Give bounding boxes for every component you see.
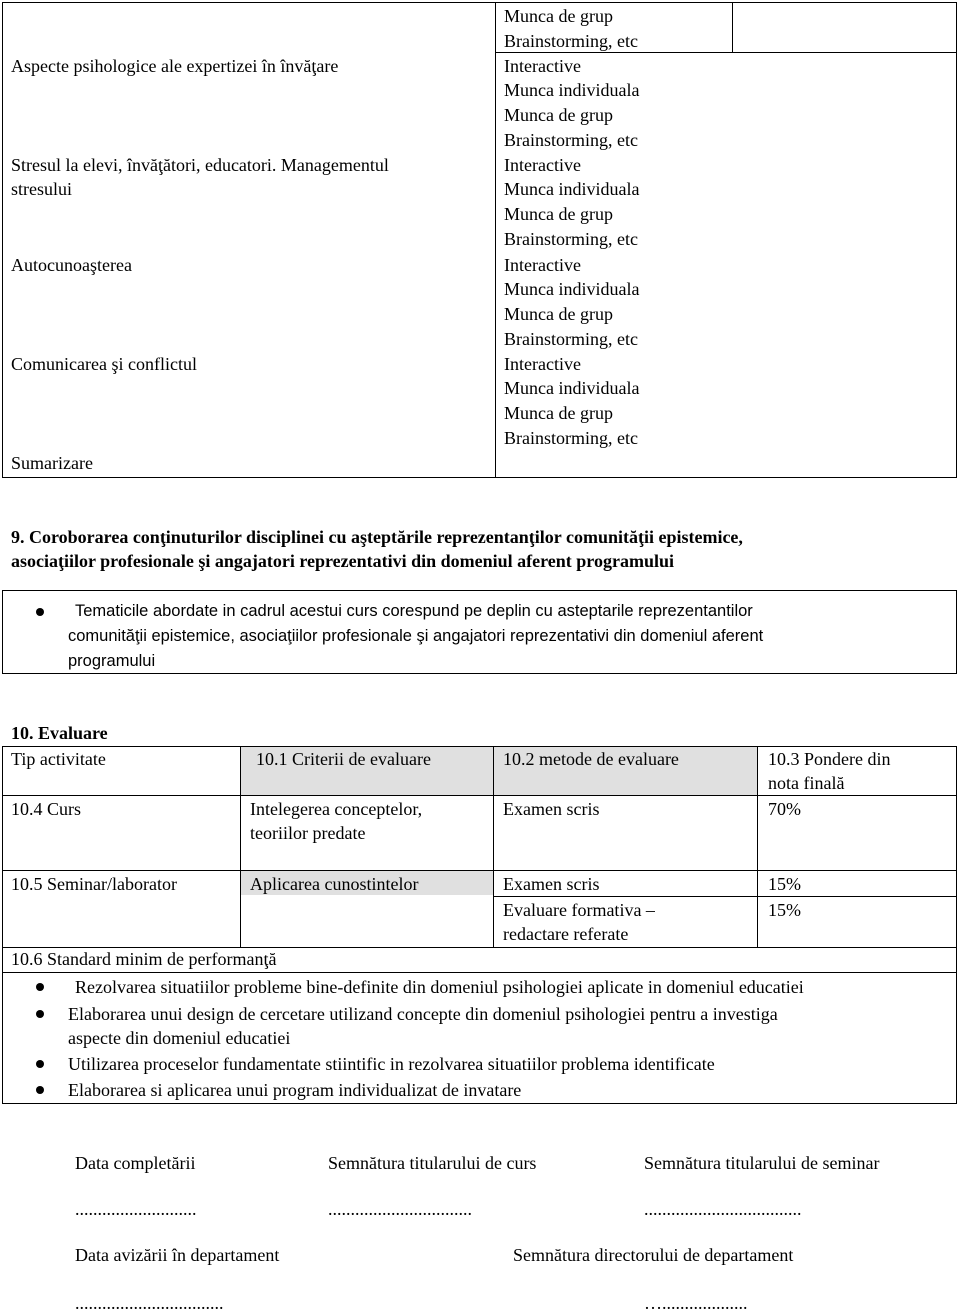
bullet-icon	[36, 1010, 44, 1018]
header-tip-activitate: Tip activitate	[11, 749, 106, 769]
topic-item: stresului	[11, 179, 72, 199]
method-item: Munca de grup	[504, 6, 613, 26]
section9-text: Tematicile abordate in cadrul acestui curs corespund pe deplin cu asteptarile reprezentantilor	[75, 602, 753, 620]
method-item: Brainstorming, etc	[504, 329, 638, 349]
row-seminar-criteriu: Aplicarea cunostintelor	[250, 874, 419, 894]
director-signature-label: Semnătura directorului de departament	[513, 1245, 794, 1265]
table-divider	[495, 2, 496, 478]
topic-item: Sumarizare	[11, 453, 93, 473]
row-seminar-pondere: 15%	[768, 874, 801, 894]
bullet-icon	[36, 608, 44, 616]
row-curs-pondere: 70%	[768, 799, 801, 819]
standard-item: aspecte din domeniul educatiei	[68, 1028, 291, 1048]
section9-title: 9. Coroborarea conţinuturilor disciplinei cu aşteptările reprezentanţilor comunităţii epistemice,	[11, 527, 743, 547]
table-divider	[2, 972, 957, 973]
method-item: Interactive	[504, 354, 581, 374]
seminar-signature-label: Semnătura titularului de seminar	[644, 1153, 880, 1173]
method-item: Brainstorming, etc	[504, 428, 638, 448]
date-completed-field: ...........................	[75, 1199, 197, 1219]
standard-item: Utilizarea proceselor fundamentate stiintific in rezolvarea situatiilor problema identificate	[68, 1054, 715, 1074]
table-divider	[2, 870, 957, 871]
method-item: Brainstorming, etc	[504, 229, 638, 249]
standard-item: Elaborarea unui design de cercetare utilizand concepte din domeniul psihologiei pentru a investiga	[68, 1004, 778, 1024]
header-pondere: nota finală	[768, 773, 845, 793]
method-item: Interactive	[504, 56, 581, 76]
table-divider	[732, 2, 733, 52]
bullet-icon	[36, 983, 44, 991]
method-item: Munca de grup	[504, 403, 613, 423]
method-item: Munca de grup	[504, 204, 613, 224]
method-item: Brainstorming, etc	[504, 130, 638, 150]
date-completed-label: Data completării	[75, 1153, 196, 1173]
method-item: Munca individuala	[504, 279, 640, 299]
row-seminar-metoda: Examen scris	[503, 874, 600, 894]
topic-item: Aspecte psihologice ale expertizei în învăţare	[11, 56, 339, 76]
row-seminar-metoda: Evaluare formativa –	[503, 900, 655, 920]
table-divider	[240, 746, 241, 947]
section9-text: programului	[68, 652, 156, 670]
method-item: Munca de grup	[504, 304, 613, 324]
standard-item: Rezolvarea situatiilor probleme bine-definite din domeniul psihologiei aplicate in domeniul educatiei	[75, 977, 804, 997]
bullet-icon	[36, 1060, 44, 1068]
method-item: Munca de grup	[504, 105, 613, 125]
seminar-signature-field: ...................................	[644, 1199, 802, 1219]
standard-item: Elaborarea si aplicarea unui program individualizat de invatare	[68, 1080, 522, 1100]
method-item: Munca individuala	[504, 179, 640, 199]
section9-title: asociaţiilor profesionale şi angajatori reprezentativi din domeniul aferent programului	[11, 551, 674, 571]
director-signature-field: …...................	[644, 1293, 748, 1313]
section10-title: 10. Evaluare	[11, 723, 108, 743]
method-item: Munca individuala	[504, 80, 640, 100]
course-signature-field: ................................	[328, 1199, 472, 1219]
header-pondere: 10.3 Pondere din	[768, 749, 891, 769]
method-item: Brainstorming, etc	[504, 31, 638, 51]
row-curs-criteriu: teoriilor predate	[250, 823, 366, 843]
method-item: Munca individuala	[504, 378, 640, 398]
topic-item: Comunicarea şi conflictul	[11, 354, 197, 374]
standard-label: 10.6 Standard minim de performanţă	[11, 949, 277, 969]
row-curs-criteriu: Intelegerea conceptelor,	[250, 799, 423, 819]
date-approved-label: Data avizării în departament	[75, 1245, 280, 1265]
section9-text: comunităţii epistemice, asociaţiilor profesionale şi angajatori reprezentativi din domeniul aferent	[68, 627, 764, 645]
row-curs-metoda: Examen scris	[503, 799, 600, 819]
header-criterii: 10.1 Criterii de evaluare	[256, 749, 431, 769]
date-approved-field: .................................	[75, 1293, 224, 1313]
header-metode: 10.2 metode de evaluare	[503, 749, 679, 769]
row-seminar-label: 10.5 Seminar/laborator	[11, 874, 177, 894]
method-item: Interactive	[504, 155, 581, 175]
table-divider	[493, 746, 494, 947]
course-signature-label: Semnătura titularului de curs	[328, 1153, 537, 1173]
topic-item: Stresul la elevi, învăţători, educatori. Managementul	[11, 155, 389, 175]
table-divider	[757, 746, 758, 947]
row-seminar-metoda: redactare referate	[503, 924, 629, 944]
method-item: Interactive	[504, 255, 581, 275]
row-curs-label: 10.4 Curs	[11, 799, 82, 819]
topic-item: Autocunoaşterea	[11, 255, 132, 275]
bullet-icon	[36, 1086, 44, 1094]
row-seminar-pondere: 15%	[768, 900, 801, 920]
